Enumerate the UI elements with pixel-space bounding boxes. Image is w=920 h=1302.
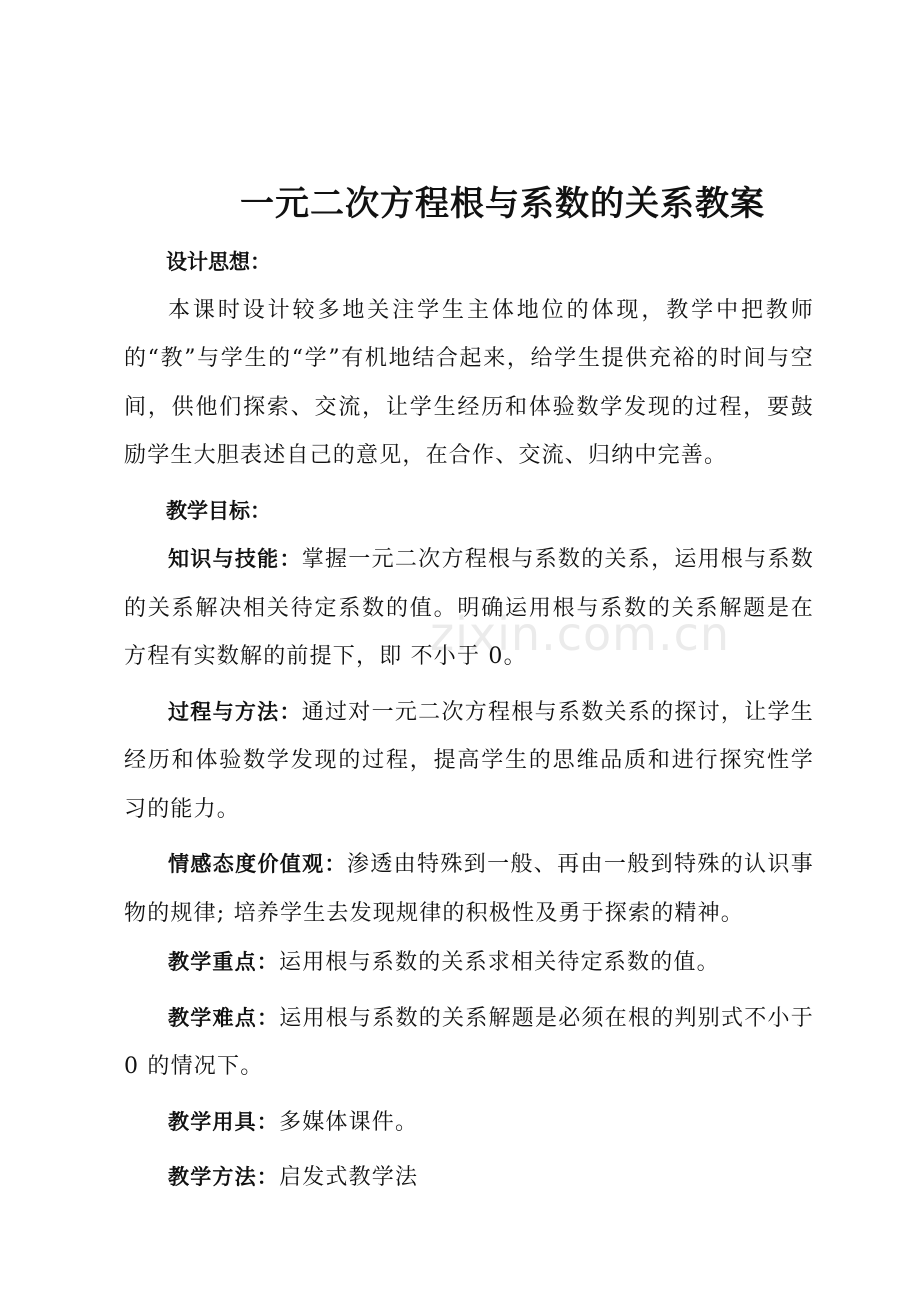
knowledge-paragraph <box>124 535 814 682</box>
document-body <box>124 238 814 1203</box>
emotion-label: 情感态度价值观： <box>168 852 347 876</box>
process-paragraph <box>124 688 814 835</box>
design-paragraph: 本课时设计较多地关注学生主体地位的体现，教学中把教师的“教”与学生的“学”有机地结合起来，给学生提供充裕的时间与空间，供他们探索、交流，让学生经历和体验数学发现的过程，要鼓励学生大胆表述自己的意见，在合作、交流、归纳中完善。 <box>124 297 814 468</box>
tools-text: 多媒体课件。 <box>279 1109 419 1135</box>
knowledge-label: 知识与技能： <box>168 547 302 571</box>
key-point-label: 教学重点： <box>168 950 279 974</box>
document-title: 一元二次方程根与系数的关系教案 <box>240 184 765 224</box>
emotion-text: 渗透由特殊到一般、再由一般到特殊的认识事物的规律; 培养学生去发现规律的积极性及勇于探索的精神。 <box>124 852 814 926</box>
tools-paragraph <box>124 1098 814 1148</box>
process-label: 过程与方法： <box>168 699 302 724</box>
method-label: 教学方法： <box>168 1165 279 1189</box>
key-point-text: 运用根与系数的关系求相关待定系数的值。 <box>279 950 720 975</box>
difficulty-text: 运用根与系数的关系解题是必须在根的判别式不小于 0 的情况下。 <box>124 1005 815 1079</box>
method-paragraph <box>124 1153 814 1203</box>
knowledge-text: 掌握一元二次方程根与系数的关系，运用根与系数的关系解决相关待定系数的值。明确运用根与系数的关系解题是在方程有实数解的前提下，即 不小于 0。 <box>124 547 814 669</box>
process-text: 通过对一元二次方程根与系数关系的探讨，让学生经历和体验数学发现的过程，提高学生的思维品质和进行探究性学习的能力。 <box>124 699 814 822</box>
difficulty-label: 教学难点： <box>168 1005 280 1030</box>
key-point-paragraph <box>124 938 814 988</box>
method-text: 启发式教学法 <box>279 1165 419 1190</box>
tools-label: 教学用具： <box>168 1109 279 1134</box>
goals-heading: 教学目标： <box>166 498 271 523</box>
emotion-paragraph <box>124 840 814 938</box>
difficulty-paragraph <box>124 994 814 1092</box>
watermark: zixin.com.cn <box>430 607 731 661</box>
design-heading: 设计思想： <box>166 250 271 274</box>
